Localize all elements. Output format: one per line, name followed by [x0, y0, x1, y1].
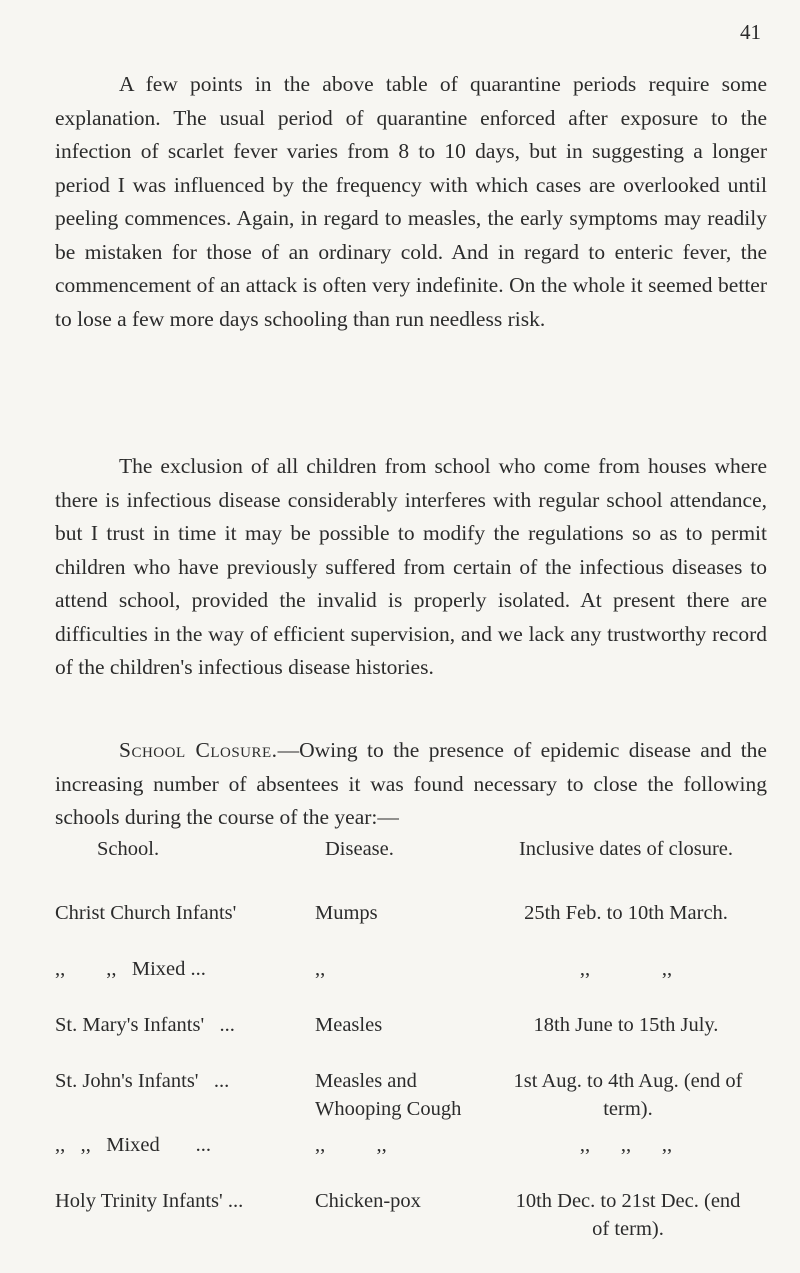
header-disease: Disease.: [325, 838, 394, 860]
cell-school: St. Mary's Infants' ...: [55, 1014, 235, 1036]
cell-school: ,, ,, Mixed ...: [55, 958, 206, 980]
header-dates: Inclusive dates of closure.: [518, 838, 734, 860]
cell-school: ,, ,, Mixed ...: [55, 1134, 212, 1156]
paragraph-exclusion: [55, 450, 767, 685]
section-heading: School Closure.: [119, 738, 278, 762]
cell-disease: ,, ,,: [315, 1134, 387, 1156]
paragraph-quarantine-explanation: [55, 68, 767, 336]
cell-dates: 1st Aug. to 4th Aug. (end of term).: [513, 1070, 743, 1120]
table-row: [55, 899, 767, 955]
cell-school: Holy Trinity Infants' ...: [55, 1190, 244, 1212]
paragraph-text: The exclusion of all children from school who come from houses where there is infectious disease considerably interferes with regular school attendance, but I trust in time it may be possible to modify the regulations so as to permit children who have previously suffered from certain of the infectious diseases to attend school, provided the invalid is properly isolated. At present there are difficulties in the way of efficient supervision, and we lack any trustworthy record of the children's infectious disease histories.: [55, 454, 767, 679]
cell-disease: Chicken-pox: [315, 1190, 421, 1212]
cell-dates: 25th Feb. to 10th March.: [524, 902, 728, 924]
header-school: School.: [97, 838, 160, 860]
cell-disease: Mumps: [315, 902, 378, 924]
paragraph-school-closure: [55, 734, 767, 835]
table-row: [55, 1011, 767, 1067]
table-row: [55, 1067, 767, 1131]
cell-disease: Measles: [315, 1014, 383, 1036]
table-row: [55, 1187, 767, 1257]
table-row: [55, 955, 767, 1011]
table-header: [55, 835, 767, 891]
cell-dates: ,, ,, ,,: [579, 1134, 673, 1156]
cell-school: Christ Church Infants': [55, 902, 237, 924]
cell-dates: 18th June to 15th July.: [533, 1014, 719, 1036]
school-closure-table: [55, 835, 767, 1257]
cell-disease: ,,: [315, 958, 326, 980]
cell-school: St. John's Infants' ...: [55, 1070, 230, 1092]
page-number: 41: [740, 20, 761, 44]
table-row: [55, 1131, 767, 1187]
cell-dates: ,, ,,: [579, 958, 673, 980]
paragraph-text: —Owing to the presence of epidemic disease and the increasing number of absentees it was found necessary to close the following schools during the course of the year:—: [55, 738, 767, 829]
paragraph-text: A few points in the above table of quarantine periods require some explanation. The usual period of quarantine enforced after exposure to the infection of scarlet fever varies from 8 to 10 days, but in suggesting a longer period I was influenced by the frequency with which cases are overlooked until peeling commences. Again, in regard to measles, the early symptoms may readily be mistaken for those of an ordinary cold. And in regard to enteric fever, the commencement of an attack is often very indefinite. On the whole it seemed better to lose a few more days schooling than run needless risk.: [55, 72, 767, 331]
cell-disease: Measles and Whooping Cough: [315, 1070, 462, 1120]
cell-dates: 10th Dec. to 21st Dec. (end of term).: [515, 1190, 741, 1240]
